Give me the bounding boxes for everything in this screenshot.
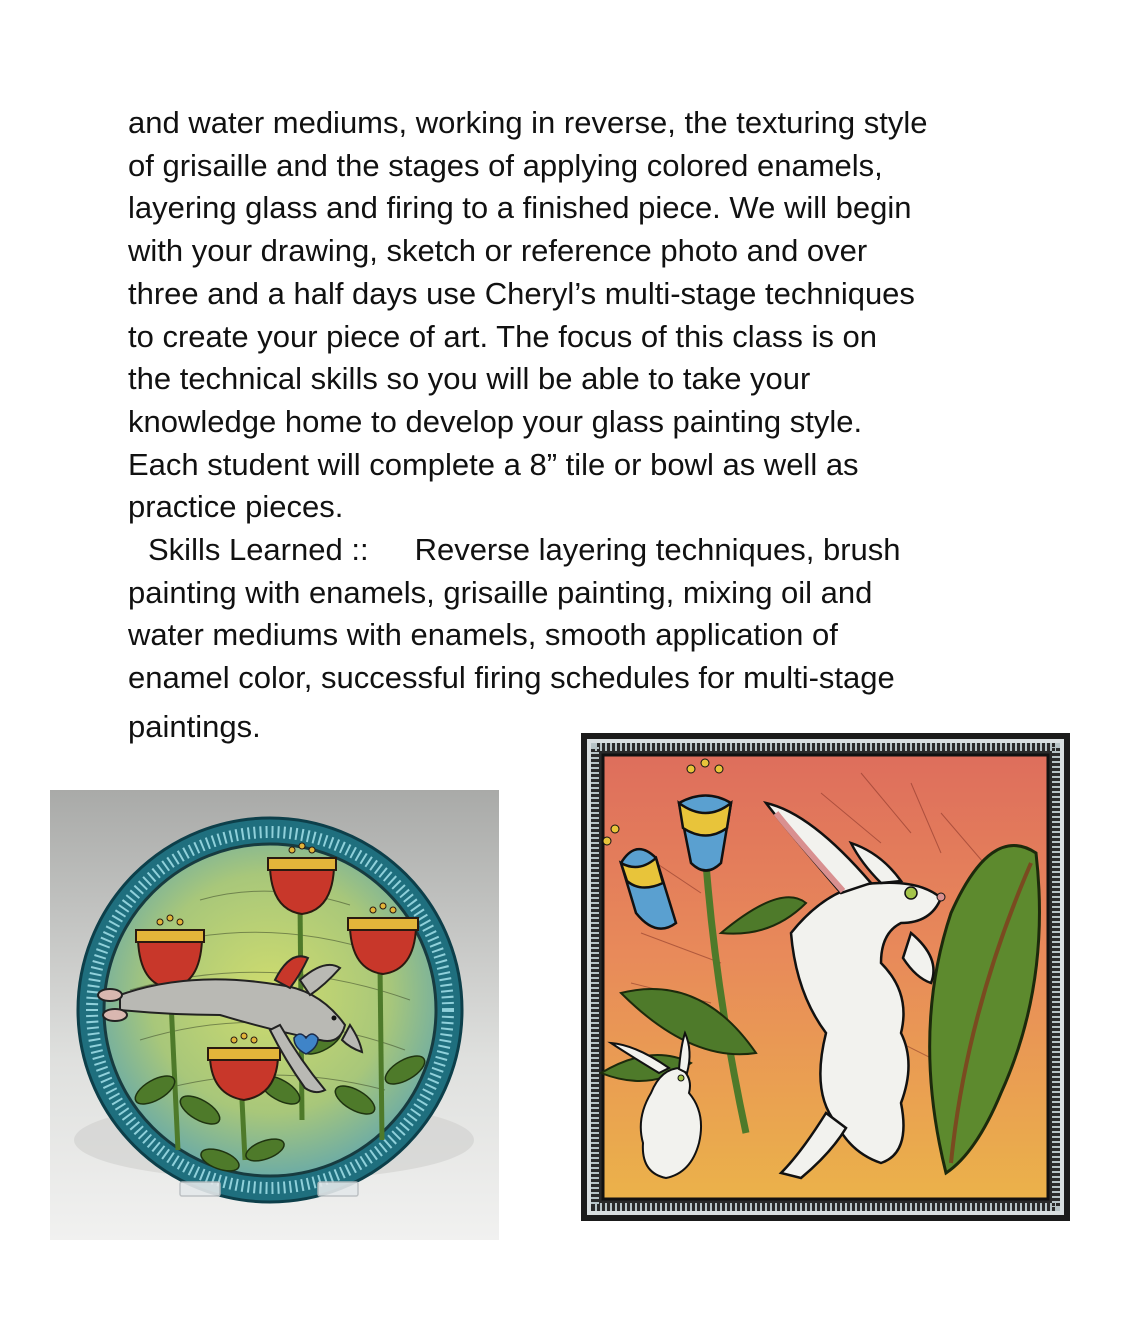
paragraph-line: to create your piece of art. The focus of this class is on bbox=[128, 318, 877, 354]
skills-label: Skills Learned :: bbox=[148, 532, 369, 568]
skills-heading-line bbox=[128, 529, 1068, 572]
skills-first-line: Reverse layering techniques, brush bbox=[414, 532, 901, 568]
body-text bbox=[128, 102, 1068, 749]
paragraph-line: and water mediums, working in reverse, the texturing style bbox=[128, 105, 928, 140]
skills-line: water mediums with enamels, smooth application of bbox=[128, 617, 838, 653]
paragraph-line: Each student will complete a 8” tile or bowl as well as bbox=[128, 446, 859, 482]
paragraph-line: layering glass and firing to a finished piece. We will begin bbox=[128, 190, 912, 226]
paragraph-line: practice pieces. bbox=[128, 489, 344, 525]
plate-illustration bbox=[50, 790, 499, 1240]
paragraph-line: the technical skills so you will be able to take your bbox=[128, 361, 811, 397]
skills-line: paintings. bbox=[128, 708, 261, 744]
paragraph-line: three and a half days use Cheryl’s multi-stage techniques bbox=[128, 275, 915, 311]
paragraph-line: knowledge home to develop your glass painting style. bbox=[128, 403, 863, 439]
skills-line: painting with enamels, grisaille painting, mixing oil and bbox=[128, 574, 873, 610]
plate-artwork-image bbox=[50, 790, 499, 1240]
paragraph-line: of grisaille and the stages of applying colored enamels, bbox=[128, 147, 883, 183]
tile-illustration bbox=[581, 733, 1070, 1221]
skills-line: enamel color, successful firing schedules for multi-stage bbox=[128, 660, 895, 696]
tile-artwork-image bbox=[581, 733, 1070, 1221]
paragraph-line: with your drawing, sketch or reference photo and over bbox=[128, 233, 868, 269]
